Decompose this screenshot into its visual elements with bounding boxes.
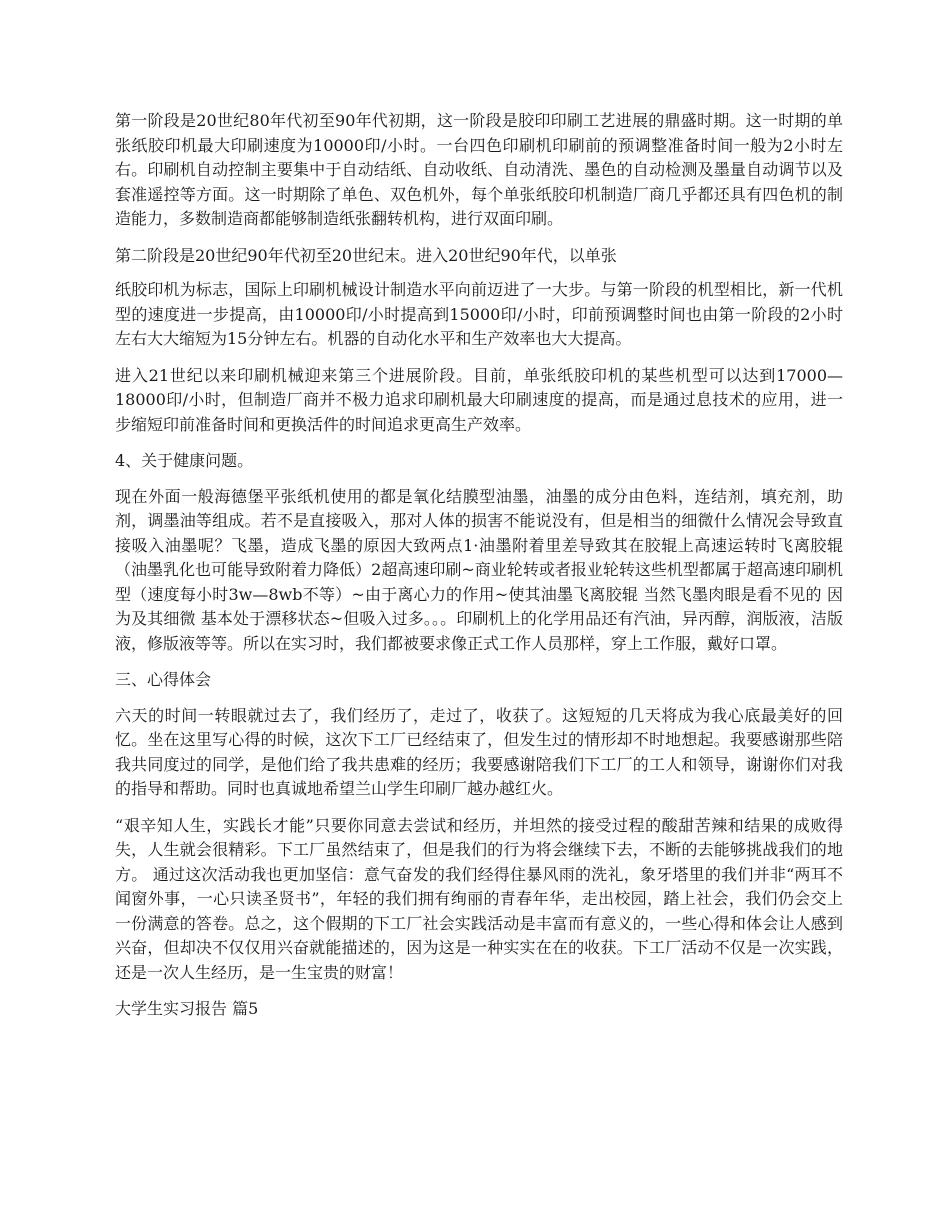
paragraph-reflections-two: “艰辛知人生，实践长才能”只要你同意去尝试和经历，并坦然的接受过程的酸甜苦辣和结果的成败得失，人生就会很精彩。下工厂虽然结束了，但是我们的行为将会继续下去，不断的去能够挑战我们的地方。 通过这次活动我也更加坚信：意气奋发的我们经得住暴风雨的洗礼，象牙塔里的我们并非“两耳不闻窗外事，一心只读圣贤书”，年轻的我们拥有绚丽的青春年华，走出校园，踏上社会，我们仍会交上一份满意的答卷。总之，这个假期的下工厂社会实践活动是丰富而有意义的，一些心得和体会让人感到兴奋，但却决不仅仅用兴奋就能描述的，因为这是一种实实在在的收获。下工厂活动不仅是一次实践，还是一次人生经历，是一生宝贵的财富！ [115, 815, 843, 982]
next-report-title: 大学生实习报告 篇5 [115, 999, 259, 1018]
paragraph-health: 现在外面一般海德堡平张纸机使用的都是氧化结膜型油墨，油墨的成分由色料，连结剂，填充剂，助剂，调墨油等组成。若不是直接吸入，那对人体的损害不能说没有，但是相当的细微什么情况会导致直接吸入油墨呢？飞墨，造成飞墨的原因大致两点1·油墨附着里差导致其在胶辊上高速运转时飞离胶辊（油墨乳化也可能导致附着力降低）2超高速印刷~商业轮转或者报业轮转这些机型都属于超高速印刷机型（速度每小时3w—8wb不等）~由于离心力的作用~使其油墨飞离胶辊 当然飞墨肉眼是看不见的 因为及其细微 基本处于漂移状态~但吸入过多。。。印刷机上的化学用品还有汽油，异丙醇，润版液，洁版液，修版液等等。所以在实习时，我们都被要求像正式工作人员那样，穿上工作服，戴好口罩。 [115, 486, 843, 653]
section-heading-reflections: 三、心得体会 [115, 670, 212, 689]
paragraph-stage-one: 第一阶段是20世纪80年代初至90年代初期，这一阶段是胶印印刷工艺进展的鼎盛时期。这一时期的单张纸胶印机最大印刷速度为10000印/小时。一台四色印刷机印刷前的预调整准备时间一般为2小时左右。印刷机自动控制主要集中于自动结纸、自动收纸、自动清洗、墨色的自动检测及墨量自动调节以及套准遥控等方面。这一时期除了单色、双色机外，每个单张纸胶印机制造厂商几乎都还具有四色机的制造能力，多数制造商都能够制造纸张翻转机构，进行双面印刷。 [115, 111, 843, 228]
section-heading-health: 4、关于健康问题。 [115, 451, 254, 470]
paragraph-stage-three: 进入21世纪以来印刷机械迎来第三个进展阶段。目前，单张纸胶印机的某些机型可以达到17000—18000印/小时，但制造厂商并不极力追求印刷机最大印刷速度的提高，而是通过息技术的应用，进一步缩短印前准备时间和更换活件的时间追求更高生产效率。 [115, 365, 843, 434]
paragraph-reflections-one: 六天的时间一转眼就过去了，我们经历了，走过了，收获了。这短短的几天将成为我心底最美好的回忆。坐在这里写心得的时候，这次下工厂已经结束了，但发生过的情形却不时地想起。我要感谢那些陪我共同度过的同学，是他们给了我共患难的经历；我要感谢陪我们下工厂的工人和领导，谢谢你们对我的指导和帮助。同时也真诚地希望兰山学生印刷厂越办越红火。 [115, 705, 843, 798]
paragraph-stage-two-intro: 第二阶段是20世纪90年代初至20世纪末。进入20世纪90年代，以单张 [115, 245, 617, 265]
paragraph-stage-two: 纸胶印机为标志，国际上印刷机械设计制造水平向前迈进了一大步。与第一阶段的机型相比，新一代机型的速度进一步提高，由10000印/小时提高到15000印/小时，印前预调整时间也由第一阶段的2小时左右大大缩短为15分钟左右。机器的自动化水平和生产效率也大大提高。 [115, 280, 843, 348]
document-body [115, 109, 843, 1034]
